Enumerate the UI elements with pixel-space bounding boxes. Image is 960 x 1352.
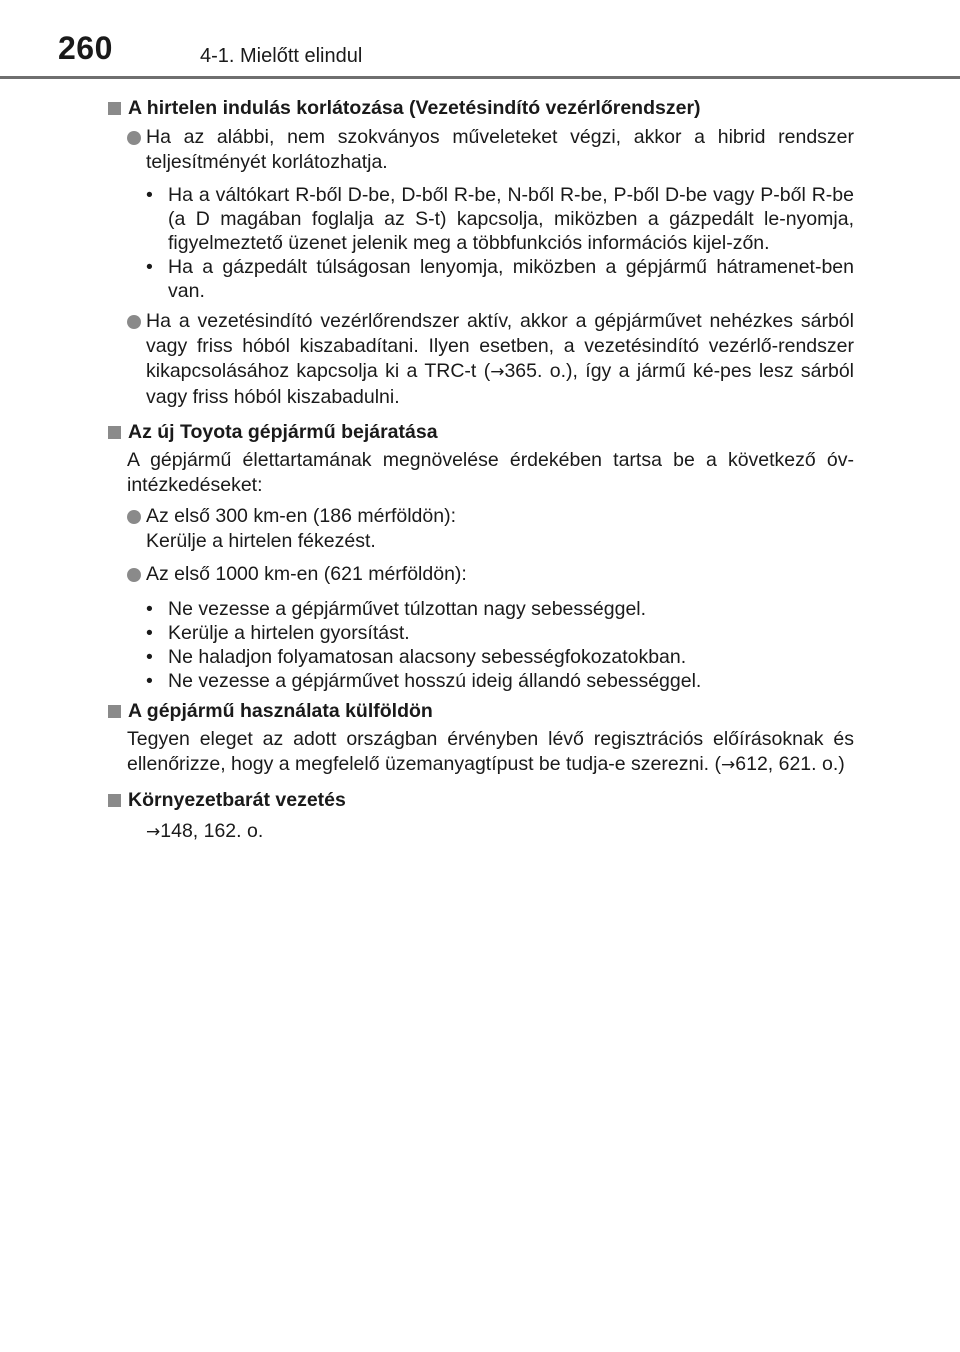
list-item-text: Ne haladjon folyamatosan alacsony sebességfokozatokban. xyxy=(168,646,687,668)
circle-item-text: Ha az alábbi, nem szokványos műveleteket végzi, akkor a hibrid rendszer teljesítményét korlátozhatja. xyxy=(146,126,854,173)
circle-item xyxy=(108,562,854,587)
square-bullet-icon xyxy=(108,426,121,439)
page-reference-link[interactable]: 612, 621. o. xyxy=(735,753,839,775)
circle-item-text: Kerülje a hirtelen fékezést. xyxy=(146,530,376,552)
section-heading-text: Környezetbarát vezetés xyxy=(128,789,346,811)
circle-item xyxy=(108,504,854,554)
list-item xyxy=(146,621,854,645)
bullet-icon: • xyxy=(146,646,153,668)
arrow-right-icon: → xyxy=(146,822,161,842)
paragraph xyxy=(108,727,854,778)
list-item xyxy=(146,597,854,621)
circle-bullet-icon xyxy=(127,131,141,145)
bullet-icon: • xyxy=(146,670,153,692)
page-header xyxy=(0,0,960,80)
section-heading-sudden-start xyxy=(108,96,854,121)
circle-item xyxy=(108,309,854,410)
bullet-icon: • xyxy=(146,622,153,644)
circle-bullet-icon xyxy=(127,510,141,524)
page-number: 260 xyxy=(58,30,113,66)
section-heading-break-in xyxy=(108,420,854,445)
bullet-icon: • xyxy=(146,598,153,620)
square-bullet-icon xyxy=(108,705,121,718)
section-heading-text: A hirtelen indulás korlátozása (Vezetésindító vezérlőrendszer) xyxy=(128,97,701,119)
circle-bullet-icon xyxy=(127,568,141,582)
chapter-title: 4-1. Mielőtt elindul xyxy=(200,45,363,67)
circle-item-text: Ha a vezetésindító vezérlőrendszer aktív, akkor a gépjárművet nehézkes sárból vagy friss hóból kiszabadítani. Ilyen esetben, a vezetésindító vezérlő-rendszer kikapcsolásához kapcsolja ki a TRC-t ( xyxy=(146,310,854,382)
section-heading-eco-driving xyxy=(108,788,854,813)
circle-item-text: ), így a jármű ké-pes lesz sárból vagy friss hóból kiszabadulni. xyxy=(146,360,854,408)
paragraph-text: Tegyen eleget az adott országban érvényben lévő regisztrációs előírásoknak és ellenőrizze, hogy a megfelelő üzemanyagtípust be tudja-e szerezni. ( xyxy=(127,728,854,775)
square-bullet-icon xyxy=(108,102,121,115)
list-item-text: Ne vezesse a gépjárművet hosszú ideig állandó sebességgel. xyxy=(168,670,702,692)
page-reference-link[interactable]: 148, 162. o. xyxy=(160,820,264,842)
bullet-list xyxy=(108,597,854,693)
list-item xyxy=(146,183,854,255)
circle-item-text: Az első 1000 km-en (621 mérföldön): xyxy=(146,563,467,585)
bullet-list xyxy=(108,183,854,303)
list-item-text: Ne vezesse a gépjárművet túlzottan nagy sebességgel. xyxy=(168,598,647,620)
bullet-icon: • xyxy=(146,184,153,206)
circle-bullet-icon xyxy=(127,315,141,329)
bullet-icon: • xyxy=(146,256,153,278)
paragraph-text: ) xyxy=(838,753,845,775)
square-bullet-icon xyxy=(108,794,121,807)
section-heading-abroad xyxy=(108,699,854,724)
page-reference-link[interactable]: 365. o. xyxy=(504,360,567,382)
section-heading-text: Az új Toyota gépjármű bejáratása xyxy=(128,421,438,443)
list-item-text: Ha a gázpedált túlságosan lenyomja, miközben a gépjármű hátramenet-ben van. xyxy=(168,256,854,302)
circle-item-text: Az első 300 km-en (186 mérföldön): xyxy=(146,505,456,527)
list-item xyxy=(146,255,854,303)
list-item-text: Ha a váltókart R-ből D-be, D-ből R-be, N-ből R-be, P-ből D-be vagy P-ből R-be (a D magában foglalja az S-t) kapcsolja, miközben a gázpedált le-nyomja, figyelmeztető üzenet jelenik meg a többfunkciós információs kijel-zőn. xyxy=(168,184,854,254)
circle-item xyxy=(108,125,854,175)
header-rule xyxy=(0,76,960,79)
paragraph: A gépjármű élettartamának megnövelése érdekében tartsa be a következő óv-intézkedéseket: xyxy=(127,449,854,496)
list-item xyxy=(146,645,854,669)
page-content xyxy=(108,90,854,845)
list-item xyxy=(146,669,854,693)
section-heading-text: A gépjármű használata külföldön xyxy=(128,700,433,722)
list-item-text: Kerülje a hirtelen gyorsítást. xyxy=(168,622,410,644)
arrow-right-icon: → xyxy=(490,362,505,382)
paragraph xyxy=(108,819,854,845)
arrow-right-icon: → xyxy=(721,755,736,775)
